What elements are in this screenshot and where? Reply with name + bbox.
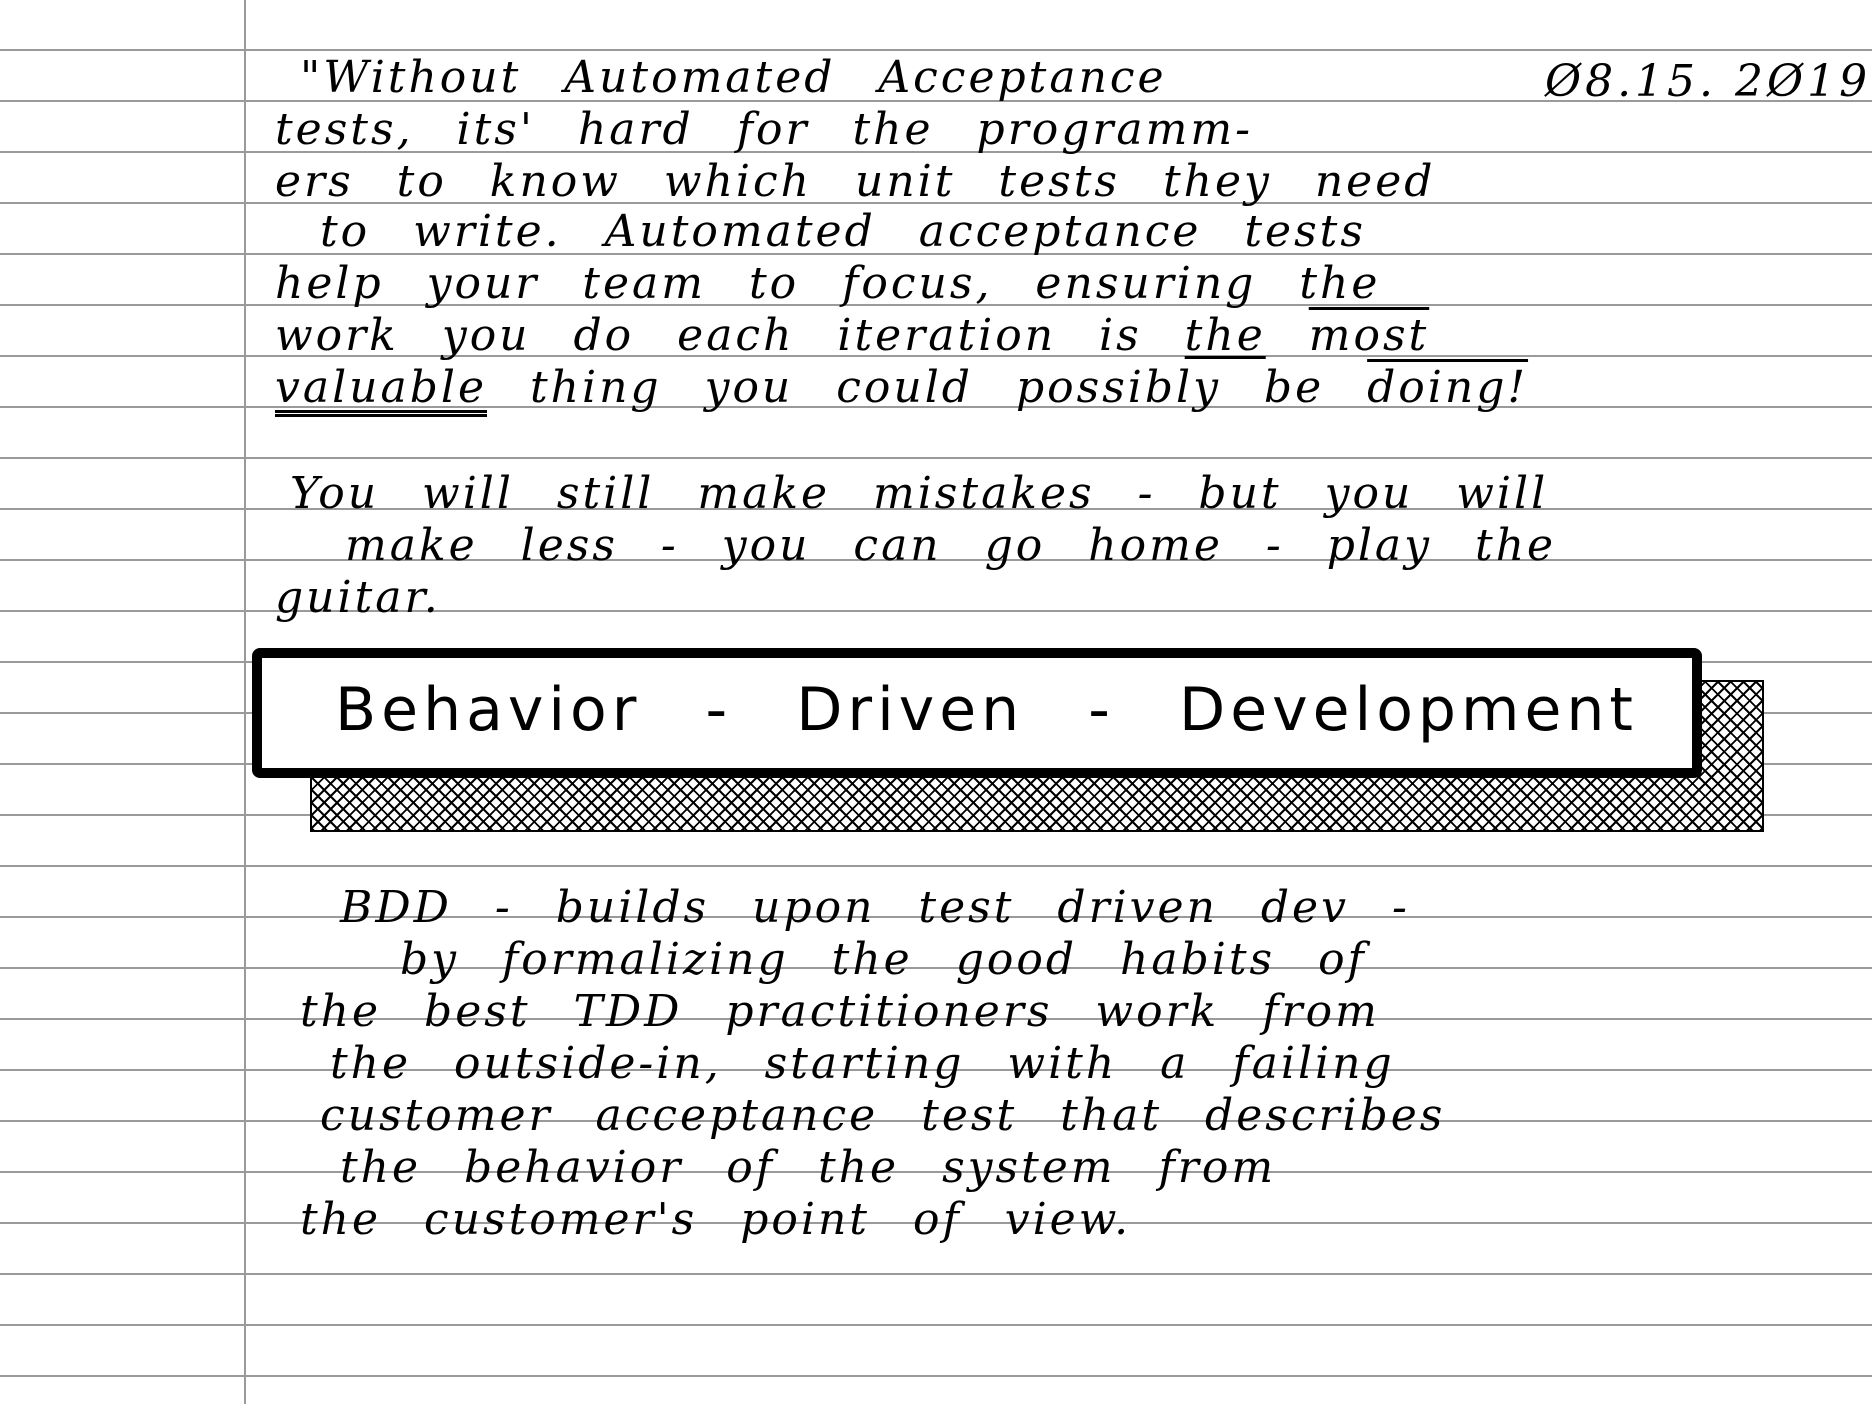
overlined-word: doing! bbox=[1367, 362, 1529, 413]
section-heading: Behavior - Driven - Development bbox=[335, 675, 1638, 745]
note-line: ers to know which unit tests they need bbox=[275, 156, 1436, 207]
underlined-word: the bbox=[1184, 310, 1266, 361]
note-line: to write. Automated acceptance tests bbox=[320, 206, 1366, 257]
note-line: by formalizing the good habits of bbox=[400, 934, 1367, 985]
overlined-word: most bbox=[1308, 310, 1430, 361]
note-line: You will still make mistakes - but you will bbox=[290, 468, 1549, 519]
note-line bbox=[275, 310, 1765, 362]
note-line: "Without Automated Acceptance bbox=[300, 52, 1167, 103]
note-line: customer acceptance test that describes bbox=[320, 1090, 1446, 1141]
note-line-text: work you do each iteration is bbox=[275, 310, 1142, 361]
note-line: guitar. bbox=[275, 572, 441, 623]
note-date: Ø8.15. 2Ø19 bbox=[1545, 56, 1872, 107]
note-line: the best TDD practitioners work from bbox=[300, 986, 1380, 1037]
margin-line bbox=[244, 0, 246, 1404]
note-line: the customer's point of view. bbox=[300, 1194, 1132, 1245]
double-underlined-word: valuable bbox=[275, 362, 488, 413]
note-line: help your team to focus, ensuring the bbox=[275, 258, 1381, 309]
note-line: valuable thing you could possibly be doing! bbox=[275, 362, 1529, 413]
note-line: tests, its' hard for the programm- bbox=[275, 104, 1253, 155]
note-line: the behavior of the system from bbox=[340, 1142, 1277, 1193]
note-line: BDD - builds upon test driven dev - bbox=[340, 882, 1410, 933]
note-line: make less - you can go home - play the bbox=[345, 520, 1557, 571]
note-line: the outside-in, starting with a failing bbox=[330, 1038, 1395, 1089]
